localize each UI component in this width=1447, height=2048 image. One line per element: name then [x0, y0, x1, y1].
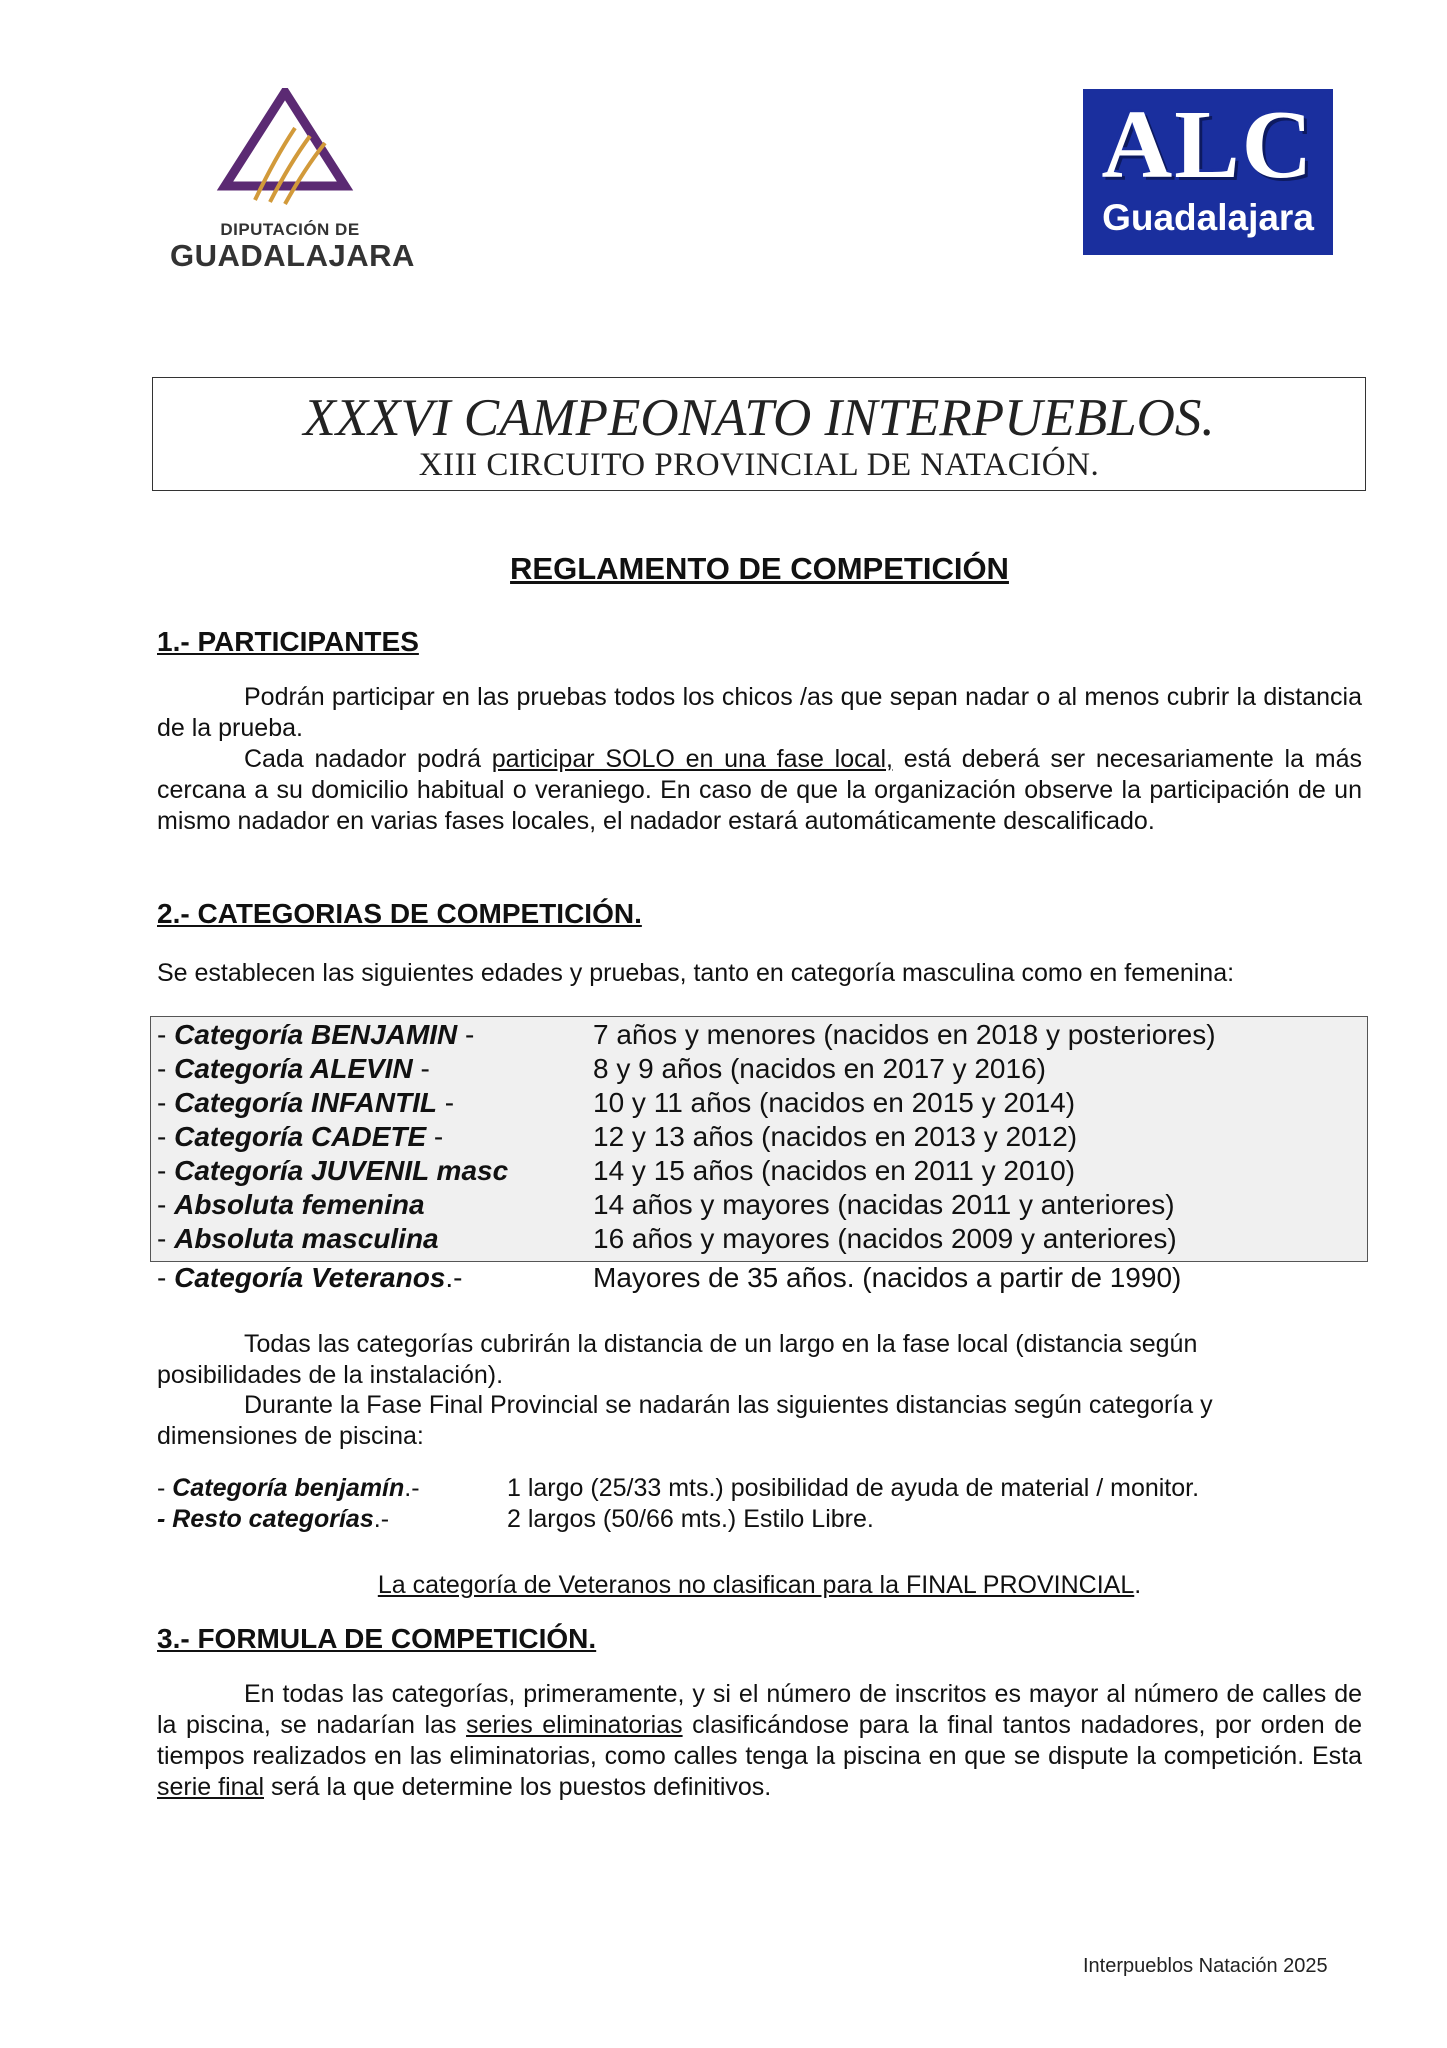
page-title: XXXVI CAMPEONATO INTERPUEBLOS.	[303, 389, 1215, 447]
section1-paragraph2	[157, 744, 1362, 837]
logo-diputacion-line2: GUADALAJARA	[170, 238, 415, 273]
category-value: Mayores de 35 años. (nacidos a partir de 1990)	[593, 1262, 1182, 1293]
category-value: 12 y 13 años (nacidos en 2013 y 2012)	[593, 1121, 1078, 1152]
section1-p2-underlined: participar SOLO en una fase local,	[491, 745, 893, 773]
category-value: 16 años y mayores (nacidos 2009 y anteriores)	[593, 1223, 1177, 1254]
section3-heading: 3.- FORMULA DE COMPETICIÓN.	[157, 1623, 597, 1654]
category-name: Absoluta masculina	[174, 1223, 439, 1254]
section1-p2-before: Cada nadador podrá	[244, 745, 492, 773]
page-footer: Interpueblos Natación 2025	[1083, 1955, 1328, 1977]
category-value: 7 años y menores (nacidos en 2018 y posteriores)	[593, 1019, 1216, 1050]
diputacion-triangle-icon	[215, 88, 355, 208]
section1-p1-text: Podrán participar en las pruebas todos los chicos /as que sepan nadar o al menos cubrir la distancia de la prueba.	[157, 683, 1362, 742]
diputacion-logo	[160, 88, 415, 278]
alc-logo	[1083, 89, 1333, 255]
category-name: Absoluta femenina	[174, 1189, 425, 1220]
category-name: Categoría CADETE	[174, 1121, 427, 1152]
distance-value: 2 largos (50/66 mts.) Estilo Libre.	[507, 1505, 874, 1533]
section2-local-paragraph: Todas las categorías cubrirán la distancia de un largo en la fase local (distancia según posibilidades de la instalación).	[157, 1330, 1198, 1389]
category-name: Categoría Veteranos	[174, 1262, 446, 1293]
logo-alc-big: ALC	[1101, 91, 1315, 199]
category-value: 10 y 11 años (nacidos en 2015 y 2014)	[593, 1087, 1076, 1118]
series-eliminatorias-text: series eliminatorias	[466, 1711, 683, 1739]
title-box	[152, 377, 1366, 491]
page-subtitle: XIII CIRCUITO PROVINCIAL DE NATACIÓN.	[418, 447, 1100, 483]
section2-heading: 2.- CATEGORIAS DE COMPETICIÓN.	[157, 898, 642, 929]
category-name: Categoría BENJAMIN	[174, 1019, 458, 1050]
logo-alc-small: Guadalajara	[1102, 197, 1314, 238]
distance-category: Categoría benjamín	[172, 1474, 405, 1502]
logo-diputacion-line1: DIPUTACIÓN DE	[220, 220, 360, 239]
distance-value: 1 largo (25/33 mts.) posibilidad de ayuda de material / monitor.	[507, 1474, 1200, 1502]
category-value: 8 y 9 años (nacidos en 2017 y 2016)	[593, 1053, 1046, 1084]
veteranos-note: La categoría de Veteranos no clasifican para la FINAL PROVINCIAL.	[377, 1571, 1142, 1599]
category-name: Categoría INFANTIL	[174, 1087, 438, 1118]
category-name: Categoría ALEVIN	[174, 1053, 413, 1084]
section1-paragraph1	[157, 682, 1362, 744]
section3-paragraph: En todas las categorías, primeramente, y si el número de inscritos es mayor al número de calles de la piscina, se nadarían las series eliminatorias clasificándose para la final tantos nadadores, por orden de tiempos realizados en las eliminatorias, como calles tenga la piscina en que se dispute la competición. Esta serie final será la que determine los puestos definitivos.	[157, 1680, 1363, 1801]
category-value: 14 años y mayores (nacidas 2011 y anteriores)	[593, 1189, 1175, 1220]
distance-category: - Resto categorías	[157, 1505, 374, 1533]
serie-final-text: serie final	[157, 1773, 264, 1801]
section2-final-paragraph: Durante la Fase Final Provincial se nadarán las siguientes distancias según categoría y dimensiones de piscina:	[157, 1391, 1213, 1450]
section1-heading: 1.- PARTICIPANTES	[157, 626, 419, 657]
section1-p2-after: está deberá ser necesariamente la más cercana a su domicilio habitual o veraniego. En caso de que la organización observe la participación de un mismo nadador en varias fases locales, el nadador estará automáticamente descalificado.	[157, 745, 1362, 835]
regulation-title: REGLAMENTO DE COMPETICIÓN	[510, 551, 1009, 586]
section2-intro: Se establecen las siguientes edades y pruebas, tanto en categoría masculina como en femenina:	[157, 959, 1235, 987]
category-name: Categoría JUVENIL masc	[174, 1155, 509, 1186]
category-value: 14 y 15 años (nacidos en 2011 y 2010)	[593, 1155, 1076, 1186]
